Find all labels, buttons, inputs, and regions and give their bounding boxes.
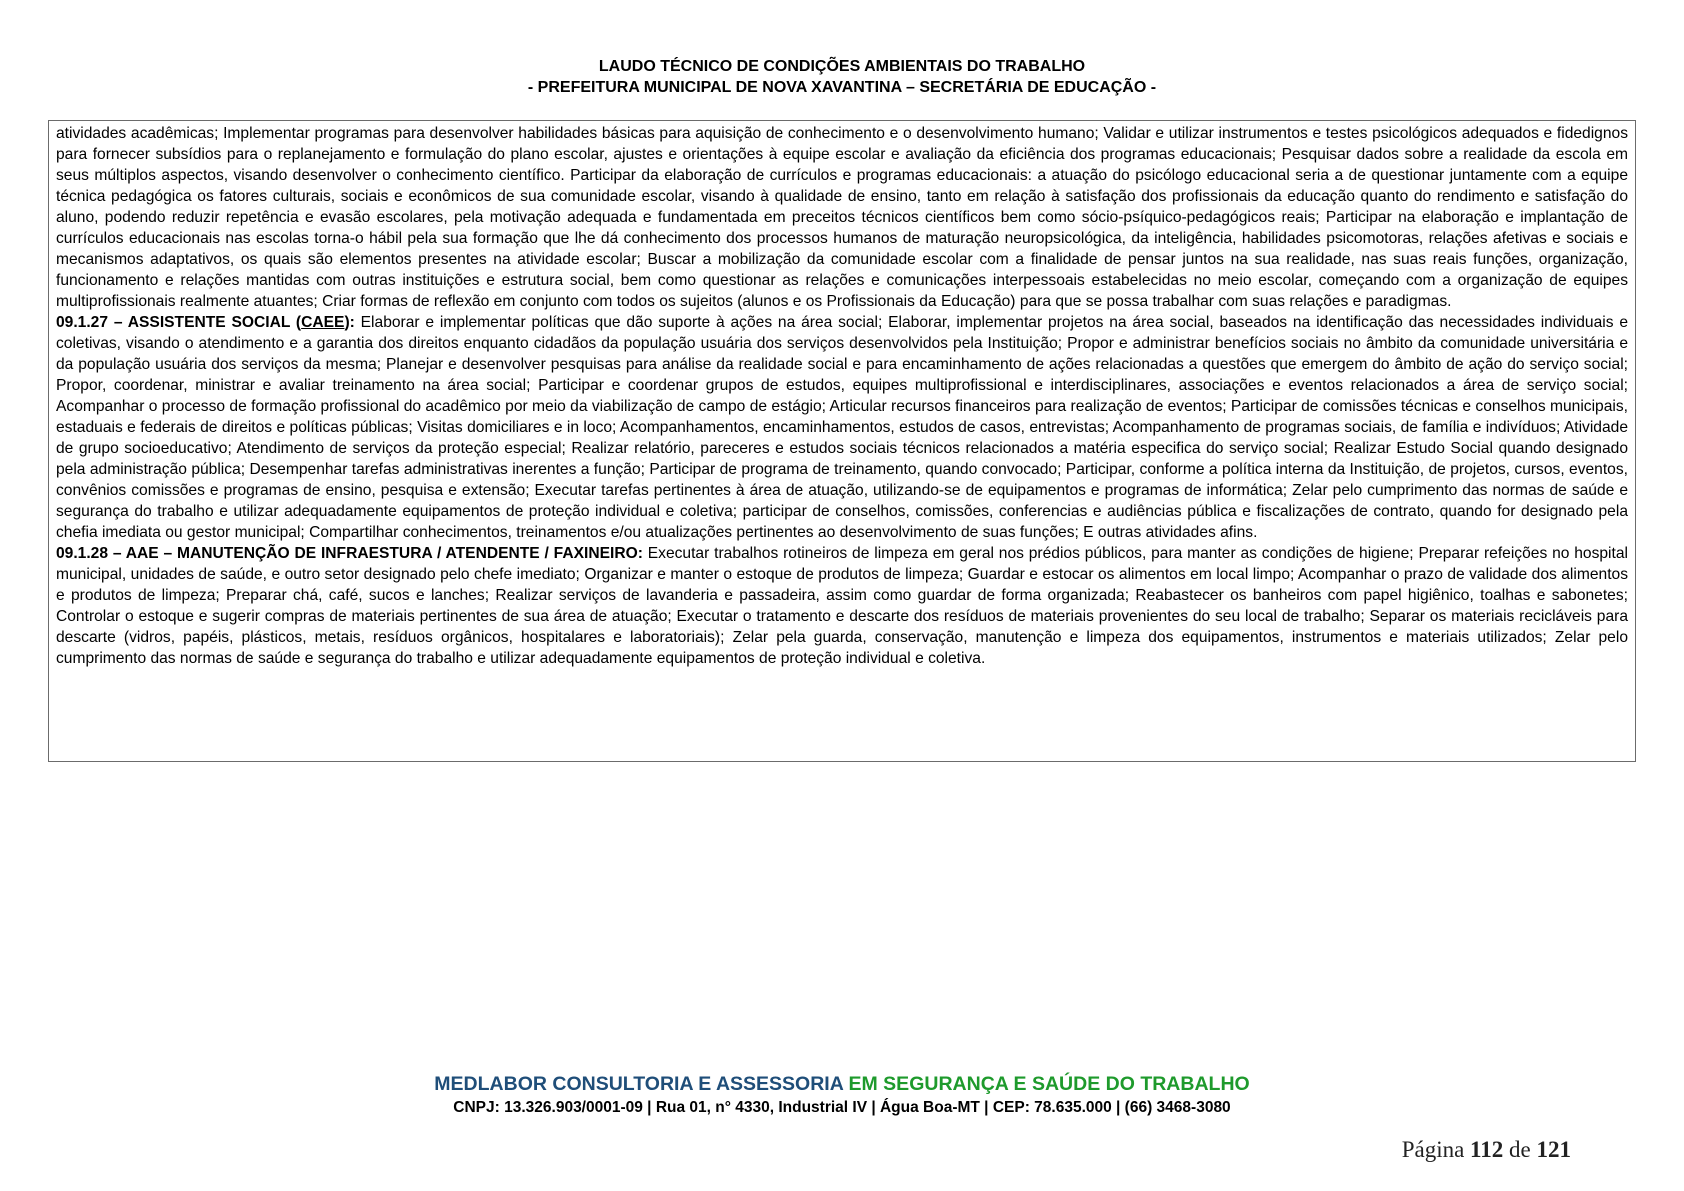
heading-suffix: ): [344,314,355,331]
page-current: 112 [1470,1137,1504,1162]
heading-prefix: 09.1.27 – ASSISTENTE SOCIAL ( [56,314,302,331]
footer-company [0,1072,1684,1096]
document-header [0,56,1684,98]
section-text-assistente-social: Elaborar e implementar políticas que dão suporte à ações na área social; Elaborar, implementar projetos na área social, baseados na identificação das necessidades individuais e coletivas, visando o atendimento e a garantia dos direitos enquanto cidadãos da população usuária dos serviços desenvolvidos pela Instituição; Propor e administrar benefícios sociais no âmbito da comunidade universitária e da população usuária dos serviços da mesma; Planejar e desenvolver pesquisas para análise da realidade social e para encaminhamento de ações relacionadas a questões que emergem do âmbito de ação do serviço social; Propor, coordenar, ministrar e avaliar treinamento na área social; Participar e coordenar grupos de estudos, equipes multiprofissional e interdisciplinares, associações e eventos relacionados a área de serviço social; Acompanhar o processo de formação profissional do acadêmico por meio da viabilização de campo de estágio; Articular recursos financeiros para realização de eventos; Participar de comissões técnicas e conselhos municipais, estaduais e federais de direitos e políticas públicas; Visitas domiciliares e in loco; Acompanhamentos, encaminhamentos, estudos de casos, entrevistas; Acompanhamento de programas sociais, de família e indivíduos; Atividade de grupo socioeducativo; Atendimento de serviços da proteção especial; Realizar relatório, pareceres e estudos sociais técnicos relacionados a matéria especifica do serviço social; Realizar Estudo Social quando designado pela administração pública; Desempenhar tarefas administrativas inerentes a função; Participar de programa de treinamento, quando convocado; Participar, conforme a política interna da Instituição, de projetos, cursos, eventos, convênios comissões e programas de ensino, pesquisa e extensão; Executar tarefas pertinentes à área de atuação, utilizando-se de equipamentos e programas de informática; Zelar pelo cumprimento das normas de saúde e segurança do trabalho e utilizar adequadamente equipamentos de proteção individual e coletiva; participar de conselhos, comissões, conferencias e audiências pública e fiscalizações de contrato, quando for designado pela chefia imediata ou gestor municipal; Compartilhar conhecimentos, treinamentos e/ou atualizações pertinentes ao desenvolvimento de suas funções; E outras atividades afins. [56,314,1629,541]
section-heading-assistente-social [56,314,355,331]
footer-company-green: EM SEGURANÇA E SAÚDE DO TRABALHO [843,1073,1250,1095]
section-heading-aae: 09.1.28 – AAE – MANUTENÇÃO DE INFRAESTURA / ATENDENTE / FAXINEIRO: [56,545,643,562]
page-total: 121 [1536,1137,1571,1162]
page-number [1402,1137,1571,1163]
document-footer [0,1072,1684,1119]
paragraph-psicologo-continuation: atividades acadêmicas; Implementar programas para desenvolver habilidades básicas para aquisição de conhecimento e o desenvolvimento humano; Validar e utilizar instrumentos e testes psicológicos adequados e fidedignos para fornecer subsídios para o replanejamento e formulação do plano escolar, ajustes e orientações à equipe escolar e avaliação da eficiência dos programas educacionais; Pesquisar dados sobre a realidade da escola em seus múltiplos aspectos, visando desenvolver o conhecimento científico. Participar da elaboração de currículos e programas educacionais: a atuação do psicólogo educacional seria a de questionar juntamente com a equipe técnica pedagógica os fatores culturais, sociais e econômicos de sua comunidade escolar, visando à qualidade de ensino, tanto em relação à satisfação dos profissionais da educação quanto do rendimento e satisfação do aluno, podendo reduzir repetência e evasão escolares, pela motivação adequada e fundamentada em preceitos técnicos científicos bem como sócio-psíquico-pedagógicos reais; Participar na elaboração e implantação de currículos educacionais nas escolas torna-o hábil pela sua formação que lhe dá conhecimento dos processos humanos de maturação neuropsicológica, da inteligência, habilidades psicomotoras, relações afetivas e sociais e mecanismos adaptativos, os quais são elementos presentes na atividade escolar; Buscar a mobilização da comunidade escolar com a finalidade de pensar juntos na sua realidade, nas suas reais funções, organização, funcionamento e relações mantidas com outras instituições e estrutura social, bem como questionar as relações e comunicações interpessoais estabelecidas no meio escolar, começando com a organização de equipes multiprofissionais realmente atuantes; Criar formas de reflexão em conjunto com todos os sujeitos (alunos e os Profissionais da Educação) para que se possa trabalhar com suas relações e paradigmas. [56,125,1628,310]
footer-company-blue: MEDLABOR CONSULTORIA E ASSESSORIA [434,1073,844,1095]
heading-underlined-caee: CAEE [301,314,345,331]
section-assistente-social [56,312,1628,543]
page-prefix: Página [1401,1137,1471,1162]
page-middle: de [1503,1137,1537,1162]
document-subtitle: - PREFEITURA MUNICIPAL DE NOVA XAVANTINA – SECRETÁRIA DE EDUCAÇÃO - [527,79,1157,96]
section-aae-manutencao [56,543,1628,669]
footer-address: CNPJ: 13.326.903/0001-09 | Rua 01, n° 4330, Industrial IV | Água Boa-MT | CEP: 78.635.000 | (66) 3468-3080 [453,1099,1231,1116]
section-text-aae: Executar trabalhos rotineiros de limpeza em geral nos prédios públicos, para manter as condições de higiene; Preparar refeições no hospital municipal, unidades de saúde, e outro setor designado pelo chefe imediato; Organizar e manter o estoque de produtos de limpeza; Guardar e estocar os alimentos em local limpo; Acompanhar o prazo de validade dos alimentos e produtos de limpeza; Preparar chá, café, sucos e lanches; Realizar serviços de lavanderia e passadeira, assim como guardar de forma organizada; Reabastecer os banheiros com papel higiênico, toalhas e sabonetes; Controlar o estoque e sugerir compras de materiais pertinentes de sua área de atuação; Executar o tratamento e descarte dos resíduos de materiais provenientes do seu local de trabalho; Separar os materiais recicláveis para descarte (vidros, papéis, plásticos, metais, resíduos orgânicos, hospitalares e laboratoriais); Zelar pela guarda, conservação, manutenção e limpeza dos equipamentos, instrumentos e materiais utilizados; Zelar pelo cumprimento das normas de saúde e segurança do trabalho e utilizar adequadamente equipamentos de proteção individual e coletiva. [56,545,1628,667]
document-title: LAUDO TÉCNICO DE CONDIÇÕES AMBIENTAIS DO TRABALHO [598,58,1086,75]
content-box [48,120,1636,762]
